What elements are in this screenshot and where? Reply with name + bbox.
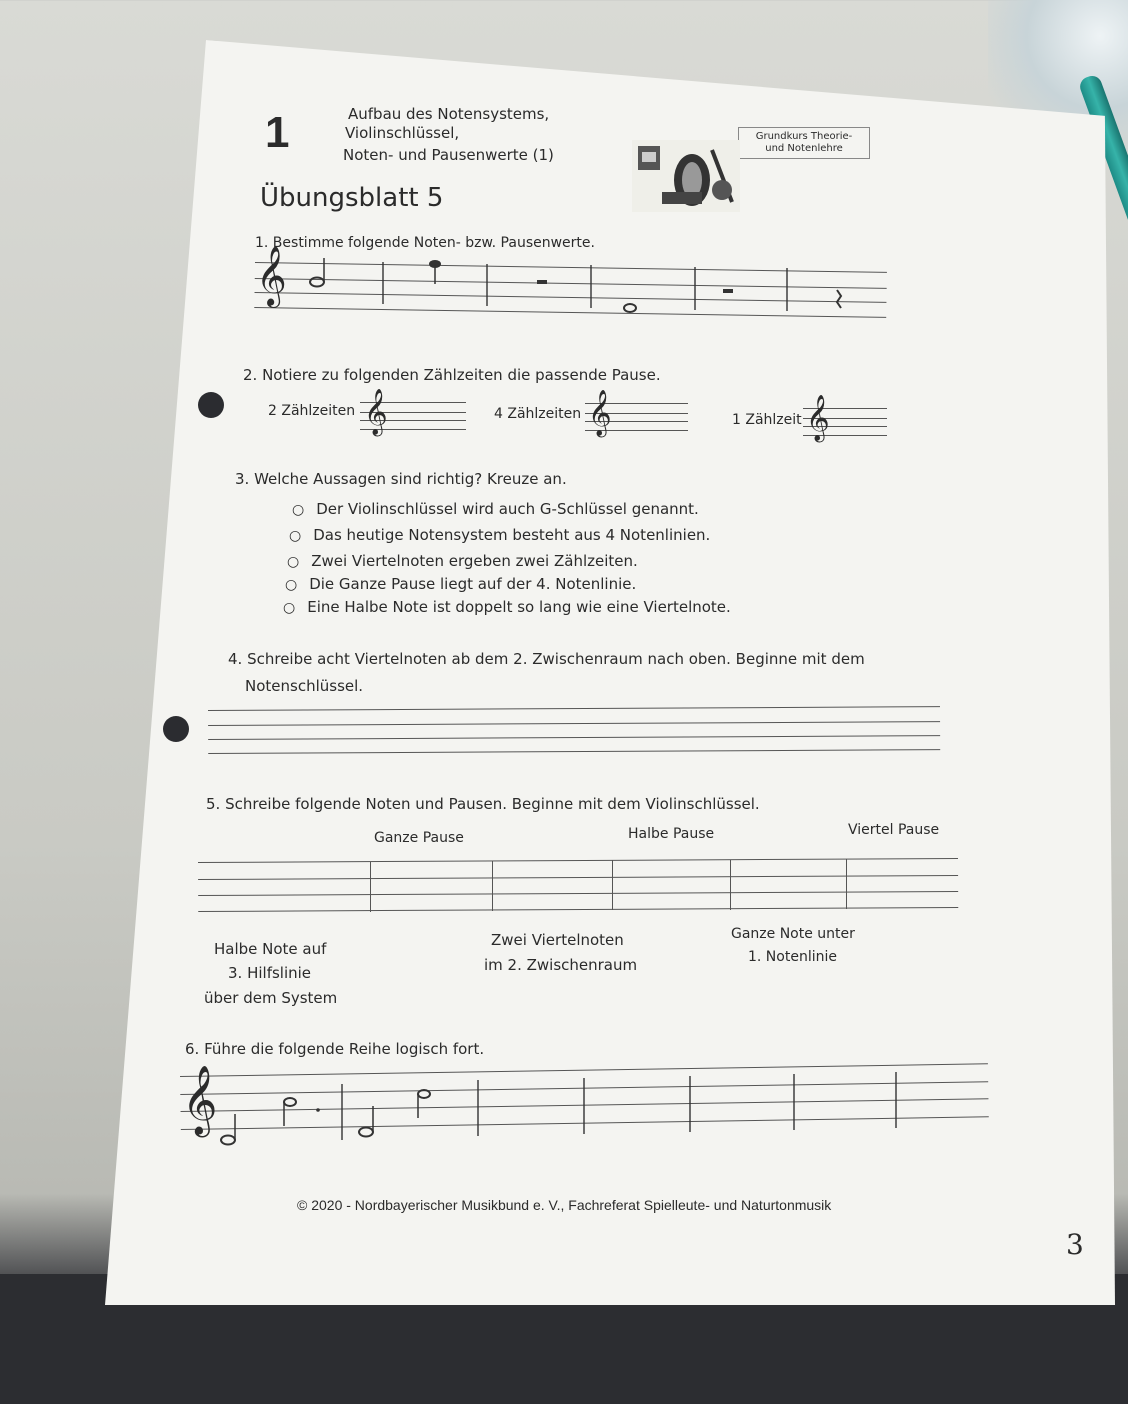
- header-line-3: Noten- und Pausenwerte (1): [343, 146, 554, 164]
- treble-clef-icon: 𝄞: [364, 389, 388, 435]
- task-5-label-quarters-2: im 2. Zwischenraum: [484, 956, 638, 974]
- checkbox-circle-icon[interactable]: ○: [285, 577, 298, 593]
- statement-5-text: Eine Halbe Note ist doppelt so lang wie eine Viertelnote.: [307, 598, 731, 616]
- badge-line-2: und Notenlehre: [765, 143, 843, 154]
- punch-hole-top: [198, 392, 224, 418]
- task-5-label-quarters: Zwei Viertelnoten: [491, 931, 624, 949]
- task-2-label-1: 2 Zählzeiten: [268, 403, 356, 419]
- page-number: 3: [1066, 1228, 1084, 1261]
- music-instruments-logo: [632, 140, 740, 212]
- statement-2-text: Das heutige Notensystem besteht aus 4 Notenlinien.: [313, 526, 711, 544]
- treble-clef-icon: 𝄞: [256, 246, 287, 306]
- statement-2[interactable]: [289, 526, 710, 544]
- statement-1-text: Der Violinschlüssel wird auch G-Schlüssel genannt.: [316, 500, 699, 518]
- task-5-staff[interactable]: [198, 858, 958, 912]
- statement-3-text: Zwei Viertelnoten ergeben zwei Zählzeiten.: [311, 552, 638, 570]
- task-4-staff[interactable]: [208, 706, 940, 754]
- statement-1[interactable]: [292, 500, 699, 518]
- task-5-label-half-note-3: über dem System: [204, 989, 338, 1007]
- course-badge: [738, 127, 870, 159]
- task-4-instruction-cont: Notenschlüssel.: [245, 677, 364, 695]
- task-5-label-whole-note: Ganze Note unter: [731, 926, 855, 942]
- statement-4-text: Die Ganze Pause liegt auf der 4. Notenlinie.: [309, 575, 637, 593]
- checkbox-circle-icon[interactable]: ○: [283, 600, 296, 616]
- task-6-sequence-notes: [180, 1060, 1000, 1160]
- barline: [370, 862, 371, 912]
- header-line-2: Violinschlüssel,: [345, 124, 460, 142]
- treble-clef-icon: 𝄞: [806, 395, 830, 441]
- task-1-instruction: 1. Bestimme folgende Noten- bzw. Pausenwerte.: [255, 235, 595, 251]
- punch-hole-bottom: [163, 716, 189, 742]
- header-line-1: Aufbau des Notensystems,: [348, 105, 550, 123]
- task-2-label-2: 4 Zählzeiten: [494, 406, 582, 422]
- statement-5[interactable]: [283, 598, 731, 616]
- copyright-footer: © 2020 - Nordbayerischer Musikbund e. V., Fachreferat Spielleute- und Naturtonmusik: [297, 1197, 832, 1213]
- treble-clef-icon: 𝄞: [588, 390, 612, 436]
- barline: [730, 860, 731, 910]
- statement-4[interactable]: [285, 575, 636, 593]
- task-5-label-half-note: Halbe Note auf: [214, 940, 327, 958]
- page-title: Übungsblatt 5: [260, 183, 444, 213]
- task-5-label-quarter-rest: Viertel Pause: [848, 822, 940, 838]
- task-5-label-half-note-2: 3. Hilfslinie: [228, 964, 312, 982]
- task-2-instruction: 2. Notiere zu folgenden Zählzeiten die passende Pause.: [243, 366, 661, 384]
- task-3-instruction: 3. Welche Aussagen sind richtig? Kreuze an.: [235, 470, 567, 488]
- task-6-instruction: 6. Führe die folgende Reihe logisch fort.: [185, 1040, 485, 1058]
- task-5-label-half-rest: Halbe Pause: [628, 826, 715, 842]
- barline: [492, 861, 493, 911]
- barline: [846, 859, 847, 909]
- statement-3[interactable]: [287, 552, 638, 570]
- checkbox-circle-icon[interactable]: ○: [287, 554, 300, 570]
- task-5-label-whole-note-2: 1. Notenlinie: [748, 949, 837, 965]
- task-5-instruction: 5. Schreibe folgende Noten und Pausen. Beginne mit dem Violinschlüssel.: [206, 795, 760, 813]
- task-5-label-whole-rest: Ganze Pause: [374, 830, 464, 846]
- chapter-number: 1: [265, 108, 290, 157]
- checkbox-circle-icon[interactable]: ○: [289, 528, 302, 544]
- task-1-notes: [255, 246, 895, 320]
- task-4-instruction: 4. Schreibe acht Viertelnoten ab dem 2. Zwischenraum nach oben. Beginne mit dem: [228, 650, 865, 668]
- badge-line-1: Grundkurs Theorie-: [755, 131, 853, 142]
- checkbox-circle-icon[interactable]: ○: [292, 502, 305, 518]
- task-2-label-3: 1 Zählzeit: [732, 412, 802, 428]
- treble-clef-icon: 𝄞: [182, 1065, 218, 1135]
- barline: [612, 860, 613, 910]
